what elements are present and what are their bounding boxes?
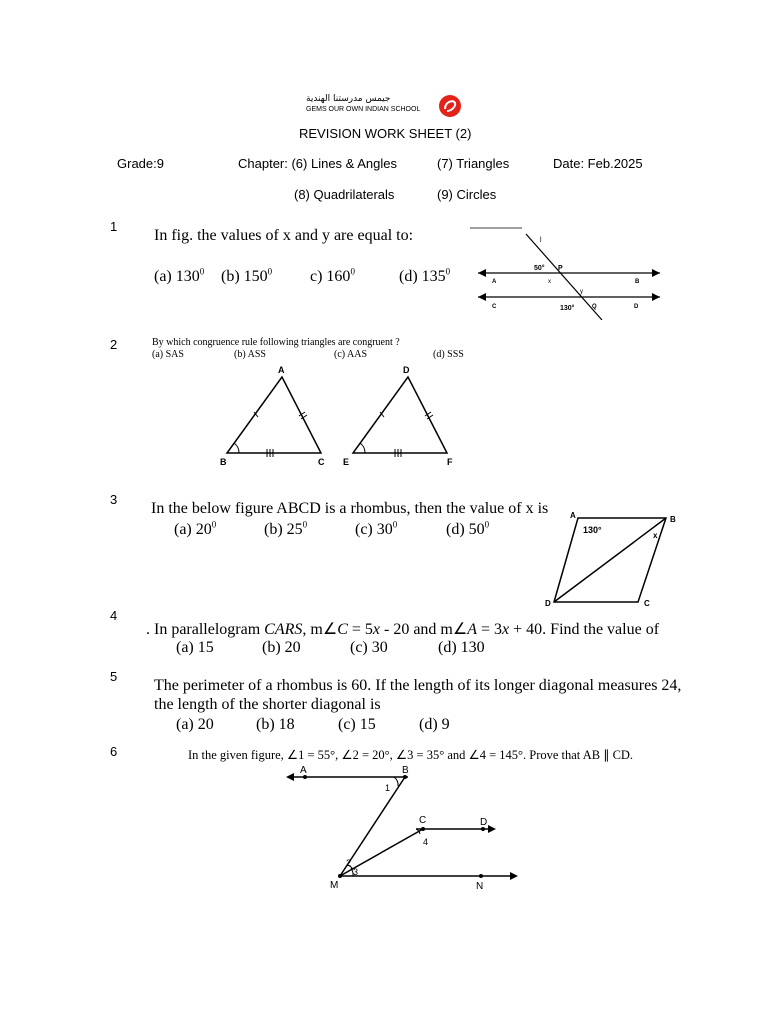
label-a: A — [492, 279, 497, 285]
grade-label: Grade:9 — [117, 156, 164, 171]
label-x: x — [653, 531, 658, 540]
point-a: A — [300, 765, 307, 776]
vertex-b: B — [220, 457, 227, 467]
angle-1-label: 1 — [385, 783, 391, 793]
option: (b) ASS — [234, 349, 266, 360]
option: (d) $50^0$ — [446, 519, 490, 538]
option: (a) $130^0$ — [154, 266, 205, 285]
congruent-triangles-figure — [215, 362, 465, 472]
question-number: 4 — [110, 608, 118, 623]
option: (a) SAS — [152, 349, 184, 360]
label-p: P — [558, 265, 563, 272]
vertex-e: E — [343, 457, 350, 467]
date-label: Date: Feb.2025 — [553, 156, 643, 171]
option: (c) AAS — [334, 349, 368, 360]
parallel-proof-figure — [280, 762, 520, 892]
option: (d) SSS — [433, 349, 464, 360]
option: (c) 15 — [338, 716, 376, 733]
vertex-d: D — [545, 599, 551, 608]
question-number: 1 — [110, 219, 118, 234]
option: (b) 20 — [262, 639, 301, 656]
vertex-c: C — [644, 599, 650, 608]
label-b: B — [635, 279, 640, 285]
question-text: In fig. the values of x and y are equal to: — [154, 227, 414, 244]
label-y: y — [580, 289, 583, 295]
label-x: x — [548, 279, 551, 285]
option: (d) $135^0$ — [399, 266, 451, 285]
worksheet-title: REVISION WORK SHEET (2) — [299, 126, 472, 141]
point-m: M — [330, 880, 339, 891]
vertex-b: B — [670, 515, 676, 524]
question-number: 5 — [110, 669, 118, 684]
label-c: C — [492, 304, 497, 310]
chapter-8: (8) Quadrilaterals — [294, 187, 395, 202]
rhombus-figure — [540, 506, 685, 612]
point-n: N — [476, 881, 484, 892]
angle-2-label: 2 — [346, 858, 352, 868]
option: (d) 9 — [419, 716, 450, 733]
angle-130-label: 130° — [560, 305, 575, 312]
option: (b) $150^0$ — [221, 266, 273, 285]
option: (c) 30 — [350, 639, 388, 656]
option: (a) $20^0$ — [174, 519, 217, 538]
question-text: In the given figure, ∠1 = 55°, ∠2 = 20°, ∠3 = 35° and ∠4 = 145°. Prove that AB ∥ CD. — [188, 748, 634, 762]
question-number: 3 — [110, 492, 118, 507]
logo-arabic-text: جيمس مدرستنا الهندية — [306, 94, 391, 104]
option: (a) 15 — [176, 639, 214, 656]
vertex-a: A — [570, 511, 576, 520]
chapter-9: (9) Circles — [437, 187, 497, 202]
option: (c) $30^0$ — [355, 519, 398, 538]
parallel-lines-figure — [470, 224, 670, 320]
option: (b) $25^0$ — [264, 519, 308, 538]
vertex-c: C — [318, 457, 325, 467]
point-b: B — [402, 765, 409, 776]
label-l: l — [540, 237, 542, 244]
chapter-7: (7) Triangles — [437, 156, 510, 171]
label-q: Q — [592, 304, 597, 310]
option: (a) 20 — [176, 716, 214, 733]
question-text-line2: the length of the shorter diagonal is — [154, 696, 381, 713]
option: c) $160^0$ — [310, 266, 355, 285]
school-logo — [304, 94, 464, 120]
angle-4-label: 4 — [423, 837, 429, 847]
question-number: 2 — [110, 337, 118, 352]
option: (d) 130 — [438, 639, 485, 656]
label-d: D — [634, 304, 639, 310]
option: (b) 18 — [256, 716, 295, 733]
vertex-f: F — [447, 457, 453, 467]
question-text-line1: The perimeter of a rhombus is 60. If the length of its longer diagonal measures 24, — [154, 677, 682, 694]
vertex-d: D — [403, 365, 410, 375]
gems-logo-icon — [438, 94, 462, 118]
angle-50-label: 50° — [534, 265, 545, 272]
vertex-a: A — [278, 365, 285, 375]
question-text: . In parallelogram CARS, m∠C = 5x - 20 and m∠A = 3x + 40. Find the value of — [146, 621, 660, 638]
question-text: By which congruence rule following triangles are congruent ? — [152, 337, 400, 348]
logo-text: GEMS OUR OWN INDIAN SCHOOL — [306, 106, 421, 113]
question-number: 6 — [110, 744, 118, 759]
point-c: C — [419, 815, 427, 826]
angle-3-label: 3 — [353, 867, 359, 877]
angle-130-label: 130° — [583, 525, 602, 535]
chapter-label: Chapter: (6) Lines & Angles — [238, 156, 397, 171]
point-d: D — [480, 817, 488, 828]
question-text: In the below figure ABCD is a rhombus, then the value of x is — [151, 500, 549, 517]
